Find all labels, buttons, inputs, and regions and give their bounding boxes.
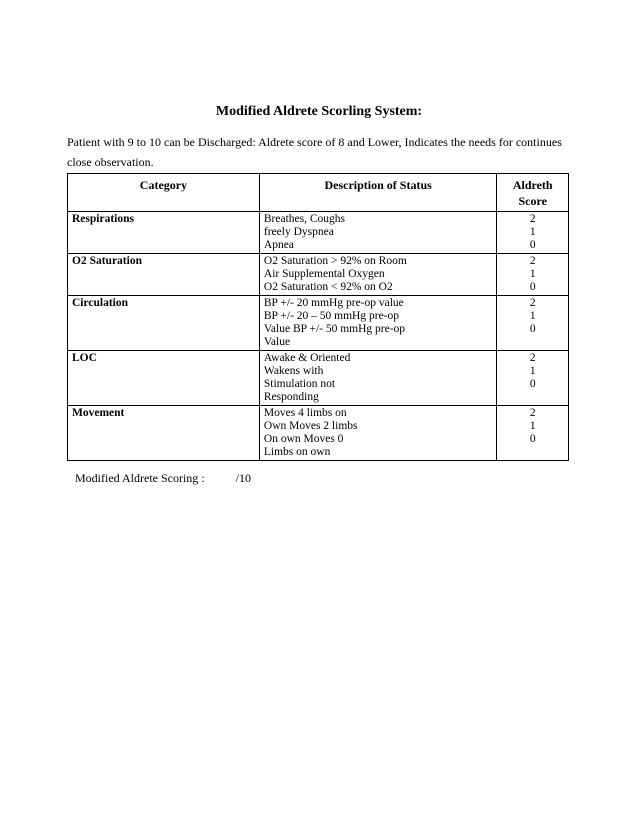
page-title: Modified Aldrete Scorling System: (215, 104, 423, 119)
description-line: Moves 4 limbs on (263, 407, 347, 419)
description-line: BP +/- 20 – 50 mmHg pre-op (263, 310, 399, 322)
header-score-line1: Aldreth (512, 178, 553, 192)
score-value: 2 (529, 352, 536, 364)
description-line: Apnea (263, 239, 294, 251)
scoring-total-line (75, 471, 251, 486)
table-row (68, 212, 569, 254)
row-category: LOC (68, 351, 260, 406)
description-line: Wakens with (263, 365, 324, 377)
description-line: O2 Saturation < 92% on O2 (263, 281, 393, 293)
description-line: O2 Saturation > 92% on Room (263, 255, 407, 267)
score-value: 2 (529, 255, 536, 267)
description-line: Responding (263, 391, 319, 403)
score-value: 1 (529, 226, 536, 238)
row-scores (497, 351, 569, 406)
score-value: 0 (529, 433, 536, 445)
row-scores (497, 296, 569, 351)
score-value: 1 (529, 420, 536, 432)
description-line: freely Dyspnea (263, 226, 334, 238)
row-category: Movement (68, 406, 260, 461)
score-value: 0 (529, 281, 536, 293)
score-value: 0 (529, 378, 536, 390)
score-value: 2 (529, 297, 536, 309)
row-description (259, 212, 497, 254)
row-scores (497, 406, 569, 461)
description-line: Breathes, Coughs (263, 213, 346, 225)
row-description (259, 296, 497, 351)
score-value: 1 (529, 365, 536, 377)
table-row (68, 406, 569, 461)
description-line: Own Moves 2 limbs (263, 420, 358, 432)
description-line: On own Moves 0 (263, 433, 344, 445)
header-score (497, 174, 569, 212)
score-value: 1 (529, 268, 536, 280)
description-line: Awake & Oriented (263, 352, 351, 364)
header-category: Category (68, 174, 260, 212)
header-description: Description of Status (259, 174, 497, 212)
aldrete-score-table (67, 173, 569, 461)
score-value: 0 (529, 323, 536, 335)
row-description (259, 406, 497, 461)
score-value: 2 (529, 213, 536, 225)
description-line: Limbs on own (263, 446, 331, 458)
description-line: Stimulation not (263, 378, 336, 390)
score-value: 0 (529, 239, 536, 251)
row-description (259, 351, 497, 406)
table-row (68, 254, 569, 296)
table-row (68, 351, 569, 406)
description-line: Air Supplemental Oxygen (263, 268, 385, 280)
header-score-line2: Score (518, 194, 547, 208)
description-line: Value BP +/- 50 mmHg pre-op (263, 323, 406, 335)
score-value: 2 (529, 407, 536, 419)
scoring-total-value: /10 (235, 471, 251, 485)
row-description (259, 254, 497, 296)
row-category: O2 Saturation (68, 254, 260, 296)
description-line: Value (263, 336, 291, 348)
scoring-total-label: Modified Aldrete Scoring : (75, 471, 205, 485)
score-value: 1 (529, 310, 536, 322)
intro-paragraph: Patient with 9 to 10 can be Discharged: Aldrete score of 8 and Lower, Indicates the needs for continues close observation. (67, 135, 562, 169)
table-header-row (68, 174, 569, 212)
row-scores (497, 254, 569, 296)
table-row (68, 296, 569, 351)
description-line: BP +/- 20 mmHg pre-op value (263, 297, 404, 309)
row-category: Circulation (68, 296, 260, 351)
row-scores (497, 212, 569, 254)
row-category: Respirations (68, 212, 260, 254)
